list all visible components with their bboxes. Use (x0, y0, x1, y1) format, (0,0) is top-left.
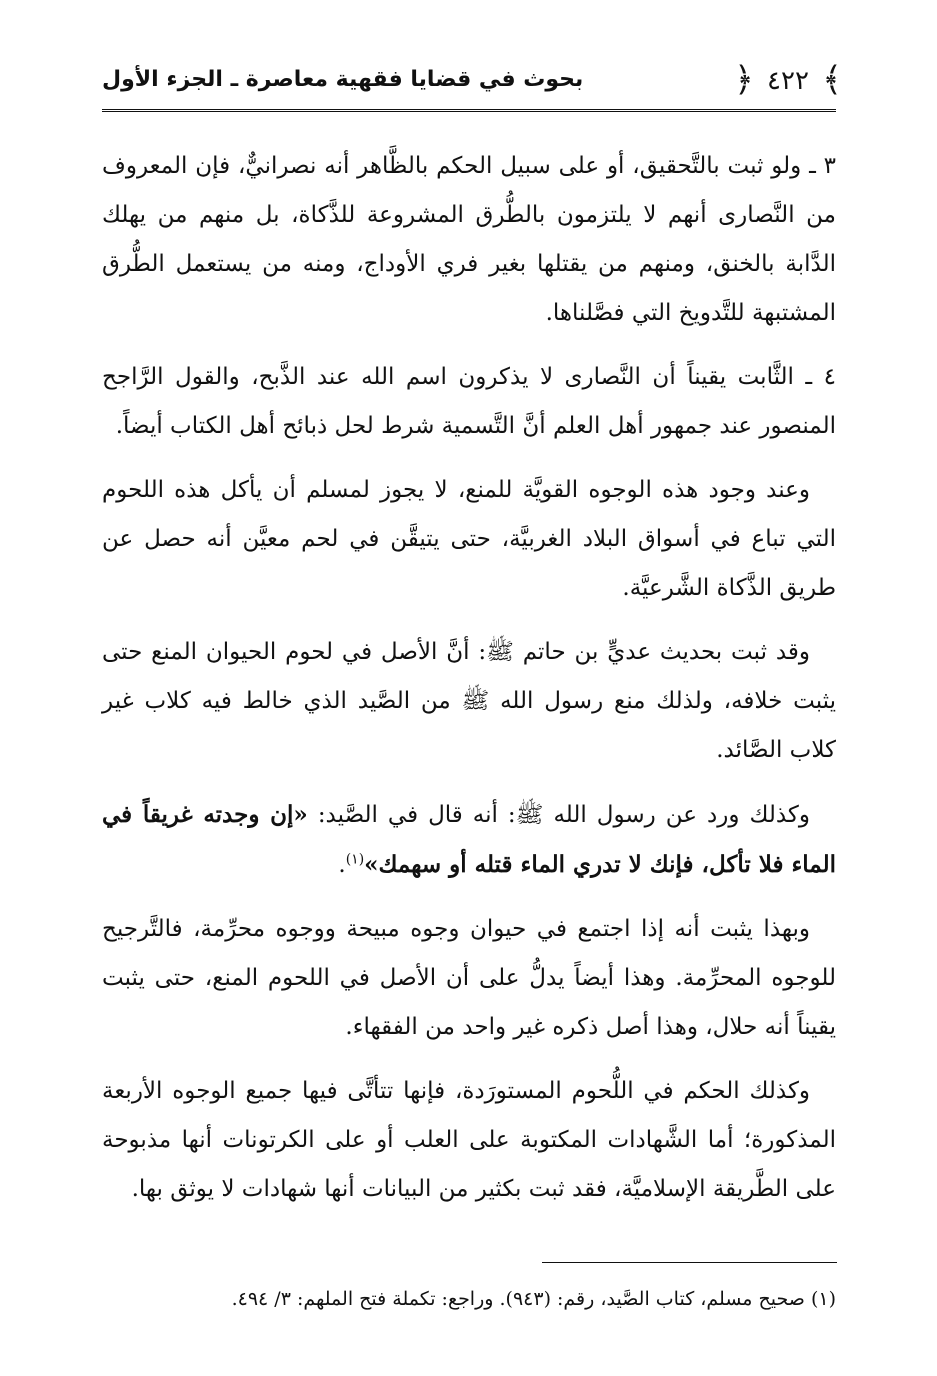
paragraph-3: وعند وجود هذه الوجوه القويَّة للمنع، لا يجوز لمسلم أن يأكل هذه اللحوم التي تباع في أسواق البلاد الغربيَّة، حتى يتيقَّن في لحم معيَّن أنه حصل عن طريق الذَّكاة الشَّرعيَّة. (102, 477, 836, 601)
paragraph-6: وبهذا يثبت أنه إذا اجتمع في حيوان وجوه مبيحة ووجوه محرِّمة، فالتَّرجيح للوجوه المحرِّمة. وهذا أيضاً يدلُّ على أن الأصل في اللحوم المنع، حتى يثبت يقيناً أنه حلال، وهذا أصل ذكره غير واحد من الفقهاء. (102, 916, 836, 1040)
paragraph-5-end: . (338, 852, 346, 878)
paragraph-5-intro: وكذلك ورد عن رسول الله ﷺ: أنه قال في الصَّيد: (307, 802, 810, 828)
footnote-rule (542, 1262, 837, 1263)
page-header (102, 60, 836, 112)
page-number: ﴾ ٤٢٢ ﴿ (740, 62, 836, 100)
paragraph-1: ٣ ـ ولو ثبت بالتَّحقيق، أو على سبيل الحكم بالظَّاهر أنه نصرانيٌّ، فإن المعروف من النَّصارى أنهم لا يلتزمون بالطُّرق المشروعة للذَّكاة، بل منهم من يهلك الدَّابة بالخنق، ومنهم من يقتلها بغير فري الأوداج، ومنه من يستعمل الطُّرق المشتبهة للتَّدويخ التي فصَّلناها. (102, 153, 836, 326)
hadith-quote: «إن وجدته غريقاً في الماء فلا تأكل، فإنك لا تدري الماء قتله أو سهمك» (102, 801, 836, 878)
footnote-reference[interactable]: (١) (345, 851, 365, 868)
paragraph-2: ٤ ـ الثَّابت يقيناً أن النَّصارى لا يذكرون اسم الله عند الذَّبح، والقول الرَّاجح المنصور عند جمهور أهل العلم أنَّ التَّسمية شرط لحل ذبائح أهل الكتاب أيضاً. (102, 364, 836, 439)
paragraph-4: وقد ثبت بحديث عديٍّ بن حاتم ﷺ: أنَّ الأصل في لحوم الحيوان المنع حتى يثبت خلافه، ولذلك منع رسول الله ﷺ من الصَّيد الذي خالط فيه كلاب غير كلاب الصَّائد. (102, 639, 836, 763)
running-title: بحوث في قضايا فقهية معاصرة ـ الجزء الأول (102, 67, 584, 92)
header-rule (102, 109, 836, 112)
body-text (102, 142, 836, 1229)
paragraph-5 (102, 790, 836, 890)
footnote: (١) صحيح مسلم، كتاب الصَّيد، رقم: (٩٤٣). وراجع: تكملة فتح الملهم: ٣/ ٤٩٤. (231, 1288, 836, 1310)
paragraph-7: وكذلك الحكم في اللُّحوم المستورَدة، فإنها تتأتَّى فيها جميع الوجوه الأربعة المذكورة؛ أما الشَّهادات المكتوبة على العلب أو على الكرتونات أنها مذبوحة على الطَّريقة الإسلاميَّة، فقد ثبت بكثير من البيانات أنها شهادات لا يوثق بها. (102, 1078, 836, 1202)
